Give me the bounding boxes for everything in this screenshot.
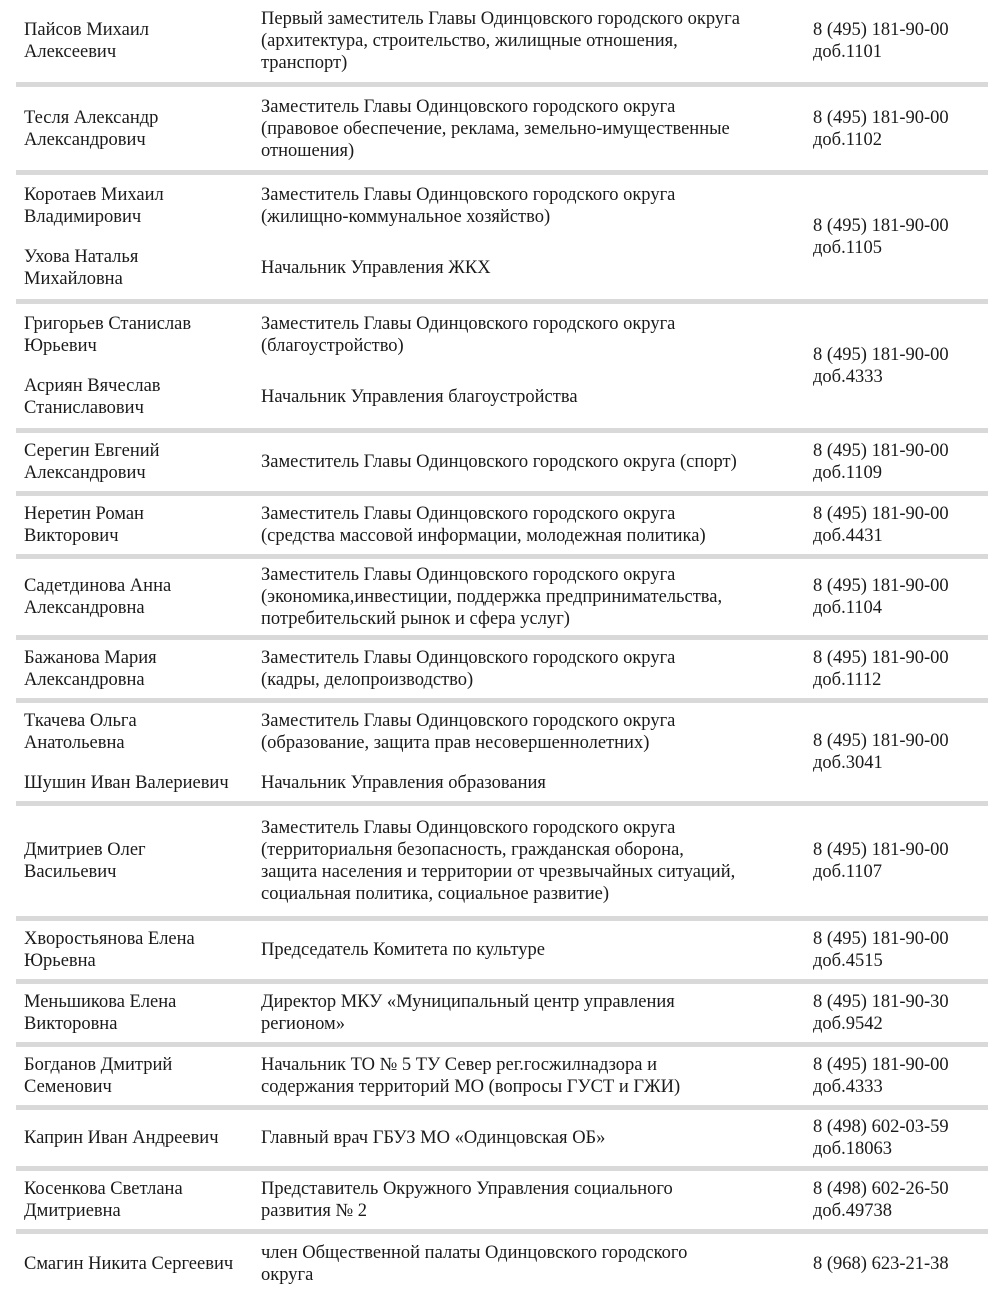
position-title (261, 939, 806, 961)
title-line: Заместитель Главы Одинцовского городского округа (261, 648, 676, 668)
name-line: Александрович (24, 129, 146, 150)
name-line: Александровна (24, 670, 145, 690)
phone-main: 8 (495) 181-90-00 (813, 1055, 949, 1075)
person-name (16, 107, 261, 151)
position-title (261, 1242, 806, 1286)
phone-number (813, 559, 988, 635)
name-line: Меньшикова Елена (24, 992, 177, 1012)
title-line: (правовое обеспечение, реклама, земельно-имущественные (261, 118, 730, 139)
person-name (16, 575, 261, 619)
phone-number (813, 175, 988, 299)
title-line: Заместитель Главы Одинцовского городского округа (261, 314, 676, 334)
title-line: содержания территорий МО (вопросы ГУСТ и ГЖИ) (261, 1077, 681, 1097)
person-name (16, 503, 261, 547)
table-row (16, 433, 988, 491)
title-line: Заместитель Главы Одинцовского городского округа (261, 565, 676, 585)
title-line: Председатель Комитета по культуре (261, 940, 545, 960)
name-line: Серегин Евгений (24, 441, 160, 461)
title-line: Заместитель Главы Одинцовского городского округа (261, 711, 676, 731)
phone-main: 8 (495) 181-90-00 (813, 107, 949, 128)
table-row (16, 0, 988, 82)
name-line: Садетдинова Анна (24, 576, 172, 596)
person-name (16, 1178, 261, 1222)
title-line: Начальник ТО № 5 ТУ Север рег.госжилнадзора и (261, 1055, 658, 1075)
table-row (16, 175, 988, 299)
title-line: Главный врач ГБУЗ МО «Одинцовская ОБ» (261, 1128, 606, 1148)
phone-extension: доб.4333 (813, 367, 883, 387)
title-line: (средства массовой информации, молодежная политика) (261, 526, 706, 546)
phone-main: 8 (495) 181-90-00 (813, 840, 949, 860)
phone-number (813, 806, 988, 916)
phone-number (813, 1110, 988, 1166)
position-title (261, 991, 806, 1035)
phone-number (813, 1234, 988, 1294)
title-line: Директор МКУ «Муниципальный центр управления (261, 992, 675, 1012)
table-row (16, 1110, 988, 1166)
title-line: (жилищно-коммунальное хозяйство) (261, 207, 551, 227)
title-line: Заместитель Главы Одинцовского городского округа (261, 504, 676, 524)
name-line: Алексеевич (24, 42, 117, 62)
name-line: Дмитриевна (24, 1201, 121, 1221)
table-row (16, 921, 988, 979)
name-line: Анатольевна (24, 733, 125, 753)
table-row (16, 304, 988, 428)
title-line: развития № 2 (261, 1201, 368, 1221)
name-line: Неретин Роман (24, 504, 144, 524)
phone-extension: доб.18063 (813, 1139, 892, 1159)
phone-extension: доб.1104 (813, 598, 883, 618)
phone-extension: доб.49738 (813, 1201, 892, 1221)
phone-number (813, 304, 988, 428)
name-line: Григорьев Станислав (24, 314, 192, 334)
phone-main: 8 (968) 623-21-38 (813, 1254, 949, 1274)
person-name (16, 839, 261, 883)
name-line: Станиславович (24, 398, 144, 418)
phone-number (813, 640, 988, 698)
person-name (16, 991, 261, 1035)
phone-main: 8 (495) 181-90-00 (813, 576, 949, 596)
title-line: Первый заместитель Главы Одинцовского городского округа (261, 9, 740, 29)
phone-number (813, 984, 988, 1042)
phone-extension: доб.4431 (813, 526, 883, 546)
title-line: Начальник Управления ЖКХ (261, 258, 491, 278)
phone-main: 8 (495) 181-90-30 (813, 992, 949, 1012)
position-title (261, 564, 806, 630)
name-line: Бажанова Мария (24, 648, 157, 668)
name-line: Каприн Иван Андреевич (24, 1128, 219, 1148)
phone-number (813, 921, 988, 979)
person-name (16, 928, 261, 972)
phone-extension: доб.1102 (813, 129, 883, 150)
position-title (261, 184, 806, 228)
name-line: Косенкова Светлана (24, 1179, 183, 1199)
title-line: (архитектура, строительство, жилищные отношения, (261, 31, 678, 51)
phone-extension: доб.1107 (813, 862, 883, 882)
position-title (261, 710, 806, 754)
table-row (16, 559, 988, 635)
title-line: регионом» (261, 1014, 345, 1034)
table-row (16, 984, 988, 1042)
title-line: (кадры, делопроизводство) (261, 670, 474, 690)
name-line: Ухова Наталья (24, 247, 139, 267)
phone-extension: доб.3041 (813, 753, 883, 773)
title-line: (благоустройство) (261, 336, 404, 356)
position-title (261, 1127, 806, 1149)
phone-number (813, 1171, 988, 1229)
phone-extension: доб.4333 (813, 1077, 883, 1097)
name-line: Владимирович (24, 207, 142, 227)
title-line: Заместитель Главы Одинцовского городского округа (261, 818, 676, 838)
name-line: Юрьевич (24, 336, 97, 356)
position-title (261, 257, 806, 279)
title-line: Представитель Окружного Управления социального (261, 1179, 673, 1199)
phone-main: 8 (495) 181-90-00 (813, 20, 949, 40)
position-title (261, 451, 806, 473)
name-line: Семенович (24, 1077, 112, 1097)
name-line: Александрович (24, 463, 146, 483)
name-line: Дмитриев Олег (24, 840, 146, 860)
phone-main: 8 (495) 181-90-00 (813, 345, 949, 365)
phone-number (813, 496, 988, 554)
position-title (261, 503, 806, 547)
person-name (16, 710, 261, 754)
name-line: Александровна (24, 598, 145, 618)
title-line: потребительский рынок и сфера услуг) (261, 609, 570, 629)
title-line: Заместитель Главы Одинцовского городского округа (261, 96, 676, 117)
position-title (261, 772, 806, 794)
table-row (16, 1171, 988, 1229)
name-line: Михайловна (24, 269, 123, 289)
phone-number (813, 0, 988, 82)
table-row (16, 1047, 988, 1105)
phone-extension: доб.9542 (813, 1014, 883, 1034)
title-line: Заместитель Главы Одинцовского городского округа (спорт) (261, 452, 737, 472)
title-line: (образование, защита прав несовершеннолетних) (261, 733, 650, 753)
phone-extension: доб.1109 (813, 463, 883, 483)
name-line: Богданов Дмитрий (24, 1055, 173, 1075)
phone-extension: доб.1105 (813, 238, 883, 258)
table-row (16, 1234, 988, 1294)
title-line: Заместитель Главы Одинцовского городского округа (261, 185, 676, 205)
title-line: (экономика,инвестиции, поддержка предпринимательства, (261, 587, 723, 607)
position-title (261, 8, 806, 74)
phone-extension: доб.1101 (813, 42, 883, 62)
phone-main: 8 (495) 181-90-00 (813, 441, 949, 461)
phone-main: 8 (495) 181-90-00 (813, 504, 949, 524)
phone-main: 8 (495) 181-90-00 (813, 648, 949, 668)
table-row (16, 87, 988, 170)
phone-number (813, 433, 988, 491)
title-line: транспорт) (261, 53, 348, 73)
name-line: Смагин Никита Сергеевич (24, 1254, 234, 1274)
phone-number (813, 87, 988, 170)
person-name (16, 246, 261, 290)
phone-extension: доб.4515 (813, 951, 883, 971)
name-line: Коротаев Михаил (24, 185, 164, 205)
person-name (16, 772, 261, 794)
phone-extension: доб.1112 (813, 670, 882, 690)
title-line: член Общественной палаты Одинцовского городского (261, 1243, 688, 1263)
position-title (261, 313, 806, 357)
name-line: Хворостьянова Елена (24, 929, 195, 949)
person-name (16, 1127, 261, 1149)
person-name (16, 1054, 261, 1098)
table-row (16, 640, 988, 698)
position-title (261, 386, 806, 408)
table-row (16, 496, 988, 554)
position-title (261, 817, 806, 905)
person-name (16, 440, 261, 484)
title-line: Начальник Управления благоустройства (261, 387, 578, 407)
name-line: Пайсов Михаил (24, 20, 149, 40)
name-line: Ткачева Ольга (24, 711, 137, 731)
name-line: Викторович (24, 526, 119, 546)
name-line: Юрьевна (24, 951, 96, 971)
name-line: Викторовна (24, 1014, 118, 1034)
position-title (261, 647, 806, 691)
name-line: Асриян Вячеслав (24, 376, 161, 396)
title-line: (территориальня безопасность, гражданская оборона, (261, 840, 684, 860)
phone-number (813, 703, 988, 801)
name-line: Васильевич (24, 862, 117, 882)
name-line: Шушин Иван Валериевич (24, 773, 229, 793)
table-row (16, 703, 988, 801)
title-line: защита населения и территории от чрезвычайных ситуаций, (261, 862, 736, 882)
person-name (16, 313, 261, 357)
phone-main: 8 (495) 181-90-00 (813, 216, 949, 236)
person-name (16, 184, 261, 228)
position-title (261, 1054, 806, 1098)
title-line: социальная политика, социальное развитие) (261, 884, 610, 904)
title-line: Начальник Управления образования (261, 773, 546, 793)
person-name (16, 19, 261, 63)
phone-main: 8 (495) 181-90-00 (813, 731, 949, 751)
phone-main: 8 (495) 181-90-00 (813, 929, 949, 949)
position-title (261, 96, 806, 162)
person-name (16, 1253, 261, 1275)
person-name (16, 647, 261, 691)
person-name (16, 375, 261, 419)
title-line: округа (261, 1265, 314, 1285)
phone-main: 8 (498) 602-26-50 (813, 1179, 949, 1199)
phone-number (813, 1047, 988, 1105)
phone-main: 8 (498) 602-03-59 (813, 1117, 949, 1137)
name-line: Тесля Александр (24, 107, 159, 128)
table-row (16, 806, 988, 916)
title-line: отношения) (261, 140, 355, 161)
position-title (261, 1178, 806, 1222)
